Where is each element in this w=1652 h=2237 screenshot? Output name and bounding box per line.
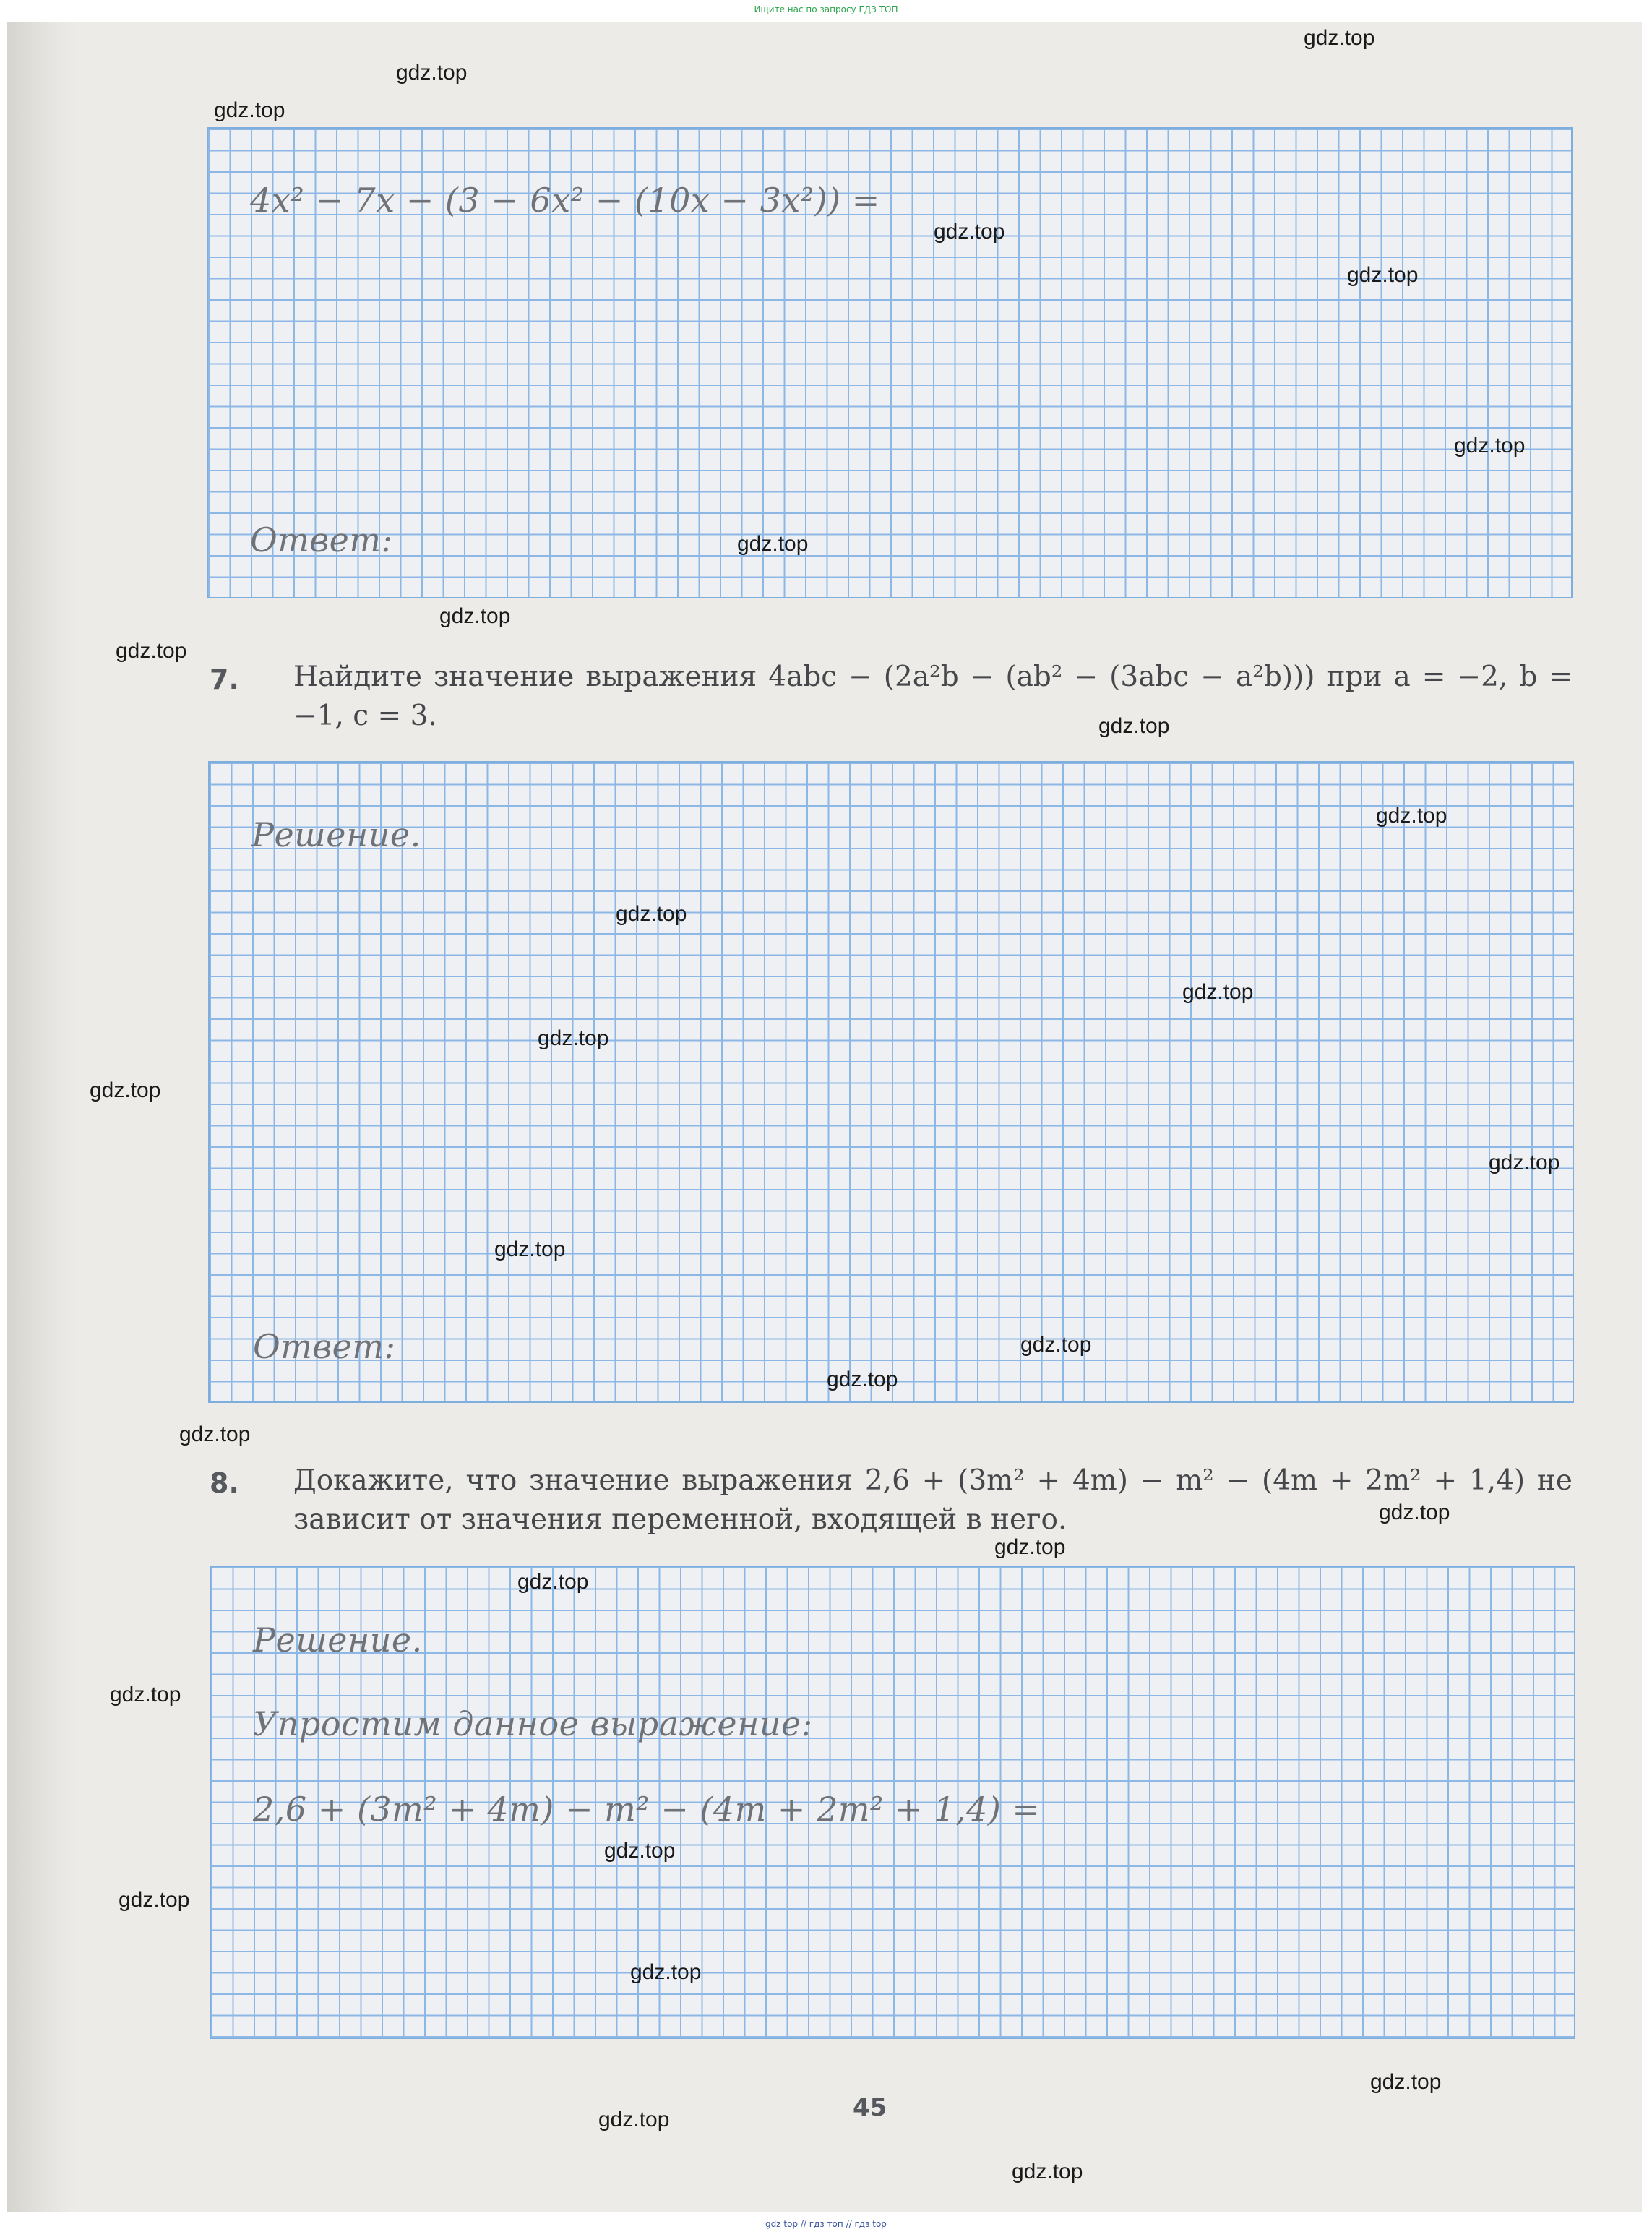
task6-expression: 4x² − 7x − (3 − 6x² − (10x − 3x²)) = — [250, 181, 880, 220]
task7-grid — [208, 761, 1574, 1403]
watermark: gdz.top — [1304, 26, 1375, 50]
watermark: gdz.top — [110, 1683, 181, 1706]
watermark: gdz.top — [604, 1839, 676, 1863]
watermark: gdz.top — [116, 639, 187, 663]
watermark: gdz.top — [1489, 1151, 1560, 1175]
book-spine-shadow — [7, 22, 76, 2212]
watermark: gdz.top — [1376, 804, 1447, 828]
task8-step-label: Упростим данное выражение: — [253, 1704, 813, 1743]
watermark: gdz.top — [994, 1535, 1066, 1559]
watermark: gdz.top — [598, 2108, 670, 2131]
watermark: gdz.top — [538, 1026, 609, 1050]
task8-number: 8. — [210, 1467, 239, 1499]
watermark: gdz.top — [1020, 1333, 1092, 1357]
watermark: gdz.top — [179, 1422, 251, 1446]
task7-answer-label: Ответ: — [253, 1327, 396, 1366]
watermark: gdz.top — [1454, 434, 1526, 458]
watermark: gdz.top — [1370, 2070, 1442, 2094]
task8-solution-label: Решение. — [253, 1620, 423, 1659]
search-note: Ищите нас по запросу ГДЗ ТОП — [754, 4, 898, 14]
task7-solution-label: Решение. — [251, 815, 421, 854]
watermark: gdz.top — [934, 220, 1005, 244]
watermark: gdz.top — [517, 1570, 589, 1594]
watermark: gdz.top — [1347, 263, 1419, 287]
watermark: gdz.top — [214, 98, 285, 122]
watermark: gdz.top — [439, 604, 511, 628]
watermark: gdz.top — [737, 532, 809, 556]
watermark: gdz.top — [1379, 1500, 1450, 1524]
task8-expression: 2,6 + (3m² + 4m) − m² − (4m + 2m² + 1,4) = — [253, 1790, 1041, 1829]
task6-answer-label: Ответ: — [250, 520, 393, 559]
task8-text: Докажите, что значение выражения 2,6 + (3m² + 4m) − m² − (4m + 2m² + 1,4) не зависит от значения переменной, входящей в него. — [293, 1464, 1573, 1536]
watermark: gdz.top — [1098, 714, 1170, 738]
watermark: gdz.top — [1012, 2160, 1083, 2184]
page-number: 45 — [853, 2093, 887, 2122]
watermark: gdz.top — [396, 61, 468, 85]
watermark: gdz.top — [119, 1888, 190, 1912]
watermark: gdz.top — [1182, 980, 1254, 1004]
watermark: gdz.top — [494, 1237, 566, 1261]
watermark: gdz.top — [616, 902, 687, 926]
footer-note: gdz top // гдз топ // гдз top — [765, 2219, 887, 2229]
watermark: gdz.top — [827, 1367, 898, 1391]
task7-text: Найдите значение выражения 4abc − (2a²b − (ab² − (3abc − a²b))) при a = −2, b = −1, c = 3. — [293, 661, 1573, 732]
watermark: gdz.top — [90, 1078, 161, 1102]
task7-number: 7. — [210, 664, 239, 695]
watermark: gdz.top — [630, 1960, 702, 1984]
